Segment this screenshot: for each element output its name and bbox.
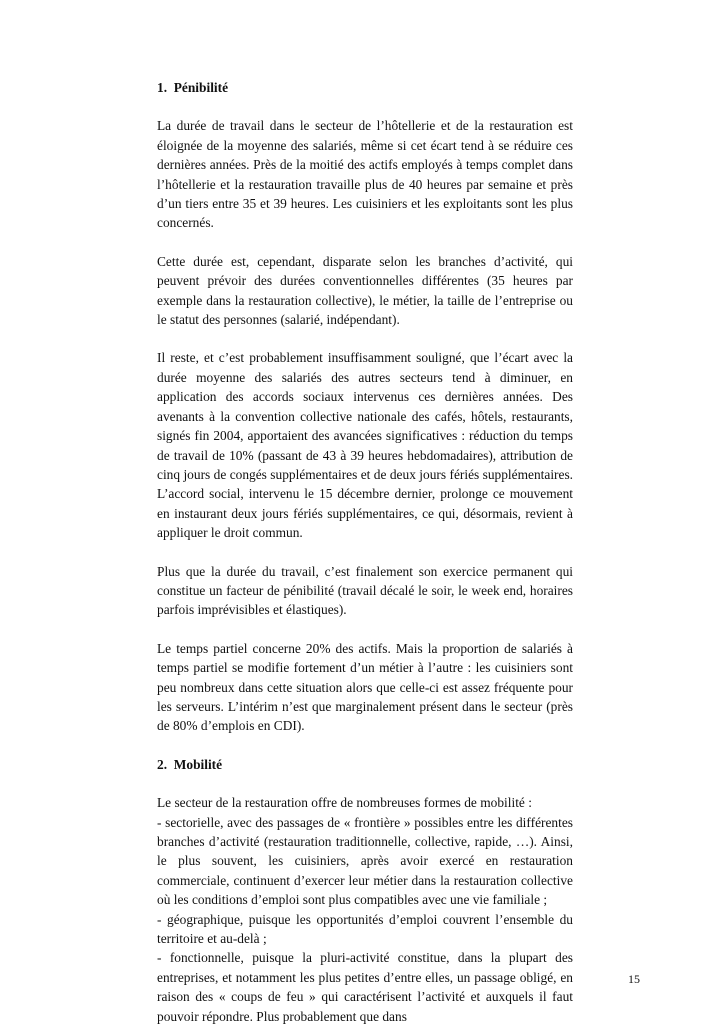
paragraph: Il reste, et c’est probablement insuffisamment souligné, que l’écart avec la durée moyenne des salariés des autres secteurs tend à diminuer, en application des accords sociaux intervenus ces dernières années. Des avenants à la convention collective nationale des cafés, hôtels, restaurants, signés fin 2004, apportaient des avancées significatives : réduction du temps de travail de 10% (passant de 43 à 39 heures hebdomadaires), attribution de cinq jours de congés supplémentaires et de deux jours fériés supplémentaires. L’accord social, intervenu le 15 décembre dernier, prolonge ce mouvement en instaurant deux jours fériés supplémentaires, ce qui, désormais, revient à appliquer le droit commun.: [157, 350, 573, 541]
page-content: [157, 78, 573, 1026]
paragraph: Le temps partiel concerne 20% des actifs. Mais la proportion de salariés à temps partiel se modifie fortement d’un métier à l’autre : les cuisiniers sont peu nombreux dans cette situation alors que celle-ci est assez fréquente pour les serveurs. L’intérim n’est que marginalement présent dans le secteur (près de 80% d’emplois en CDI).: [157, 640, 573, 734]
mobility-list: [157, 793, 573, 1026]
list-intro: Le secteur de la restauration offre de nombreuses formes de mobilité :: [157, 795, 532, 811]
list-item: - sectorielle, avec des passages de « frontière » possibles entre les différentes branches d’activité (restauration traditionnelle, collective, rapide, …). Ainsi, le plus souvent, les cuisiniers, après avoir exercé en restauration commerciale, continuent d’exercer leur métier dans la restauration collective où les conditions d’emploi sont plus compatibles avec une vie familiale ;: [157, 814, 573, 908]
list-item: - fonctionnelle, puisque la pluri-activité constitue, dans la plupart des entreprises, et notamment les plus petites d’entre elles, un passage obligé, en raison des « coups de feu » qui caractérisent l’activité et auxquels il faut pouvoir répondre. Plus probablement que dans: [157, 950, 573, 1024]
page-number: 15: [628, 972, 640, 986]
paragraph: Cette durée est, cependant, disparate selon les branches d’activité, qui peuvent prévoir des durées conventionnelles différentes (35 heures par exemple dans la restauration collective), le métier, la taille de l’entreprise ou le statut des personnes (salarié, indépendant).: [157, 253, 573, 328]
paragraph: Plus que la durée du travail, c’est finalement son exercice permanent qui constitue un facteur de pénibilité (travail décalé le soir, le week end, horaires parfois imprévisibles et élastiques).: [157, 563, 573, 618]
section-heading-penibilite: 1. Pénibilité: [157, 80, 229, 95]
paragraph: La durée de travail dans le secteur de l’hôtellerie et de la restauration est éloignée de la moyenne des salariés, même si cet écart tend à se réduire ces dernières années. Près de la moitié des actifs employés à temps complet dans l’hôtellerie et la restauration travaille plus de 40 heures par semaine et près d’un tiers entre 35 et 39 heures. Les cuisiniers et les exploitants sont les plus concernés.: [157, 118, 573, 231]
section-heading-mobilite: 2. Mobilité: [157, 756, 223, 772]
list-item: - géographique, puisque les opportunités d’emploi couvrent l’ensemble du territoire et au-delà ;: [157, 911, 573, 947]
